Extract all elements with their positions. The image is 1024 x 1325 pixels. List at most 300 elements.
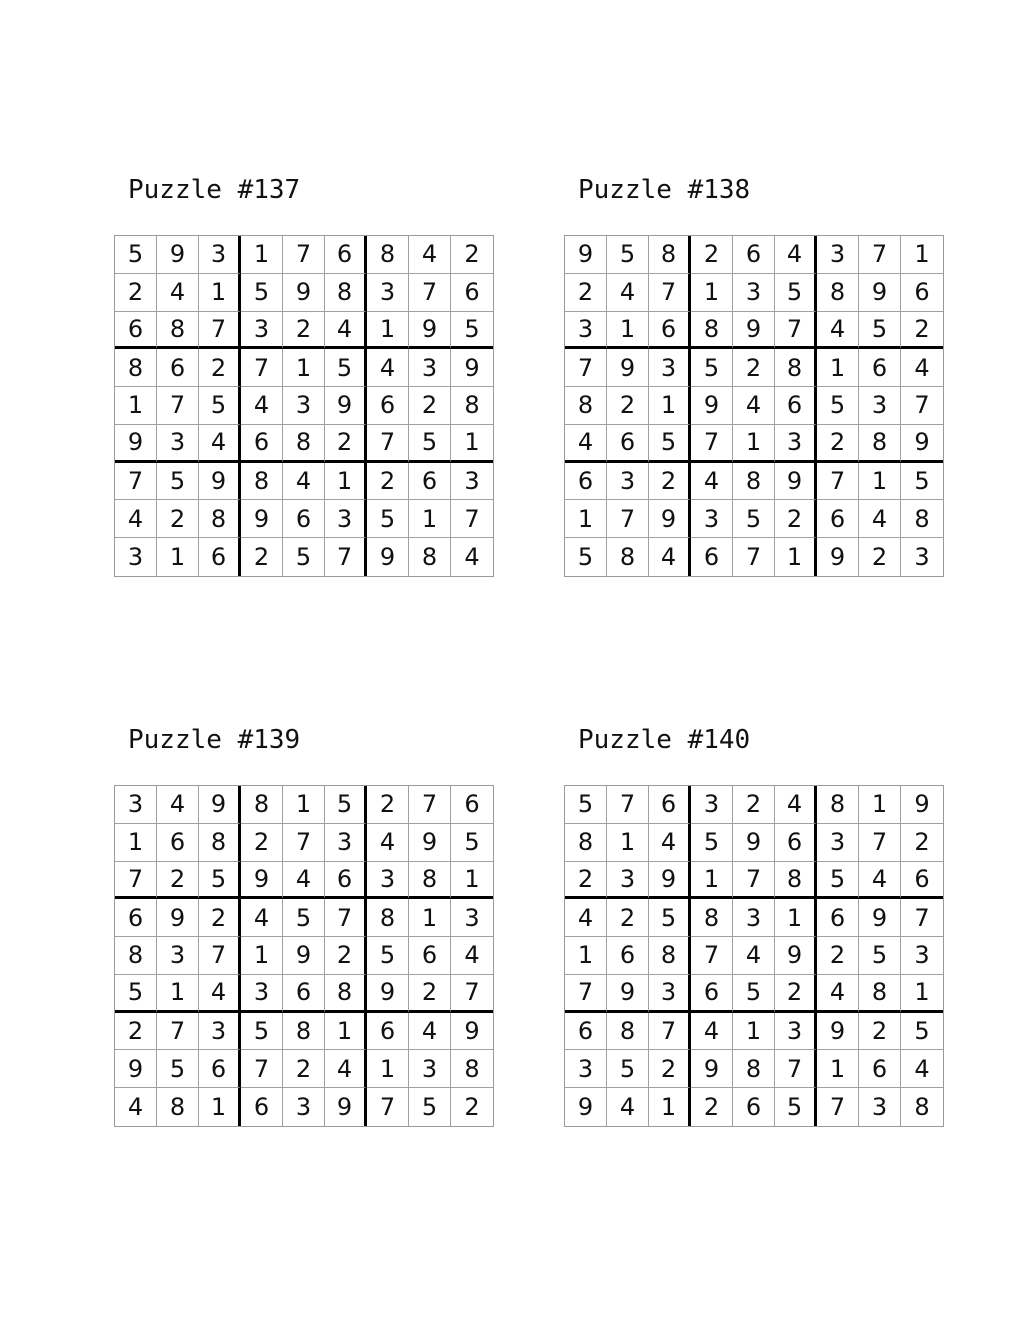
sudoku-cell: 4 (241, 387, 283, 425)
sudoku-cell: 1 (775, 538, 817, 576)
sudoku-cell: 3 (649, 349, 691, 387)
sudoku-cell: 3 (914, 543, 930, 572)
sudoku-cell: 7 (649, 274, 691, 312)
sudoku-cell: 1 (451, 425, 493, 463)
sudoku-cell: 4 (565, 425, 607, 463)
sudoku-cell: 3 (733, 899, 775, 937)
sudoku-cell: 6 (691, 538, 733, 576)
sudoku-cell: 8 (367, 899, 409, 937)
sudoku-cell: 2 (817, 425, 859, 463)
sudoku-cell: 4 (157, 786, 199, 824)
sudoku-cell: 3 (199, 1013, 241, 1051)
sudoku-cell: 4 (199, 975, 241, 1013)
sudoku-cell: 2 (817, 937, 859, 975)
sudoku-cell: 5 (607, 236, 649, 274)
sudoku-cell: 9 (733, 312, 775, 350)
sudoku-cell: 9 (241, 500, 283, 538)
sudoku-cell: 5 (157, 463, 199, 501)
sudoku-cell: 9 (157, 899, 199, 937)
sudoku-cell: 2 (409, 975, 451, 1013)
sudoku-cell: 8 (565, 824, 607, 862)
sudoku-cell: 7 (649, 1013, 691, 1051)
sudoku-cell: 4 (817, 975, 859, 1013)
sudoku-cell: 9 (283, 937, 325, 975)
sudoku-cell: 5 (367, 937, 409, 975)
sudoku-cell: 3 (859, 387, 901, 425)
sudoku-cell: 3 (157, 937, 199, 975)
sudoku-cell: 6 (733, 236, 775, 274)
sudoku-cell: 3 (199, 236, 241, 274)
sudoku-cell: 4 (775, 236, 817, 274)
sudoku-cell: 7 (367, 425, 409, 463)
sudoku-cell: 8 (914, 1093, 930, 1122)
sudoku-cell: 2 (367, 463, 409, 501)
sudoku-cell: 7 (199, 937, 241, 975)
sudoku-cell: 3 (607, 463, 649, 501)
sudoku-cell: 3 (325, 500, 367, 538)
sudoku-cell: 8 (451, 1050, 493, 1088)
sudoku-cell: 8 (607, 538, 649, 576)
sudoku-cell: 5 (325, 349, 367, 387)
sudoku-cell: 6 (157, 824, 199, 862)
sudoku-cell: 3 (607, 862, 649, 900)
sudoku-cell: 5 (241, 1013, 283, 1051)
sudoku-cell: 7 (283, 824, 325, 862)
sudoku-cell: 6 (409, 463, 451, 501)
sudoku-cell: 2 (367, 786, 409, 824)
sudoku-cell: 7 (859, 824, 901, 862)
sudoku-cell: 5 (199, 387, 241, 425)
sudoku-cell: 3 (241, 975, 283, 1013)
sudoku-cell: 3 (157, 425, 199, 463)
sudoku-cell: 4 (115, 1088, 157, 1126)
sudoku-cell: 7 (775, 1050, 817, 1088)
sudoku-cell: 5 (733, 500, 775, 538)
sudoku-cell: 2 (775, 975, 817, 1013)
sudoku-cell: 8 (733, 1050, 775, 1088)
sudoku-cell: 8 (199, 500, 241, 538)
sudoku-cell: 9 (241, 862, 283, 900)
sudoku-cell: 8 (241, 463, 283, 501)
puzzle-title: Puzzle #137 (128, 175, 301, 205)
sudoku-cell: 6 (367, 387, 409, 425)
sudoku-cell: 2 (691, 236, 733, 274)
sudoku-cell: 8 (199, 824, 241, 862)
sudoku-cell: 9 (733, 824, 775, 862)
sudoku-cell: 8 (817, 786, 859, 824)
sudoku-cell: 2 (241, 538, 283, 576)
sudoku-cell: 2 (199, 349, 241, 387)
sudoku-cell: 2 (859, 1013, 901, 1051)
sudoku-cell: 6 (649, 312, 691, 350)
sudoku-cell: 5 (325, 786, 367, 824)
sudoku-cell: 7 (859, 236, 901, 274)
sudoku-cell: 6 (565, 1013, 607, 1051)
sudoku-cell: 9 (691, 387, 733, 425)
sudoku-cell: 2 (565, 862, 607, 900)
sudoku-cell: 4 (901, 1050, 943, 1088)
sudoku-cell: 8 (649, 937, 691, 975)
sudoku-cell: 7 (451, 500, 493, 538)
sudoku-cell: 6 (283, 500, 325, 538)
sudoku-cell: 5 (565, 538, 607, 576)
sudoku-cell: 5 (649, 425, 691, 463)
sudoku-cell: 6 (901, 274, 943, 312)
sudoku-cell: 7 (901, 899, 943, 937)
sudoku-cell: 4 (283, 862, 325, 900)
sudoku-cell: 1 (157, 975, 199, 1013)
sudoku-cell: 3 (649, 975, 691, 1013)
sudoku-cell: 9 (451, 1013, 493, 1051)
sudoku-cell: 8 (451, 387, 493, 425)
sudoku-cell: 9 (409, 824, 451, 862)
sudoku-cell: 4 (325, 1050, 367, 1088)
sudoku-cell: 3 (451, 899, 493, 937)
sudoku-cell: 6 (325, 236, 367, 274)
sudoku-cell: 1 (283, 349, 325, 387)
sudoku-cell: 9 (283, 274, 325, 312)
sudoku-cell: 7 (325, 899, 367, 937)
sudoku-cell: 6 (607, 937, 649, 975)
sudoku-cell: 9 (409, 312, 451, 350)
sudoku-cell: 7 (901, 387, 943, 425)
sudoku-cell: 9 (649, 862, 691, 900)
sudoku-cell: 8 (325, 274, 367, 312)
sudoku-cell: 3 (565, 1050, 607, 1088)
sudoku-cell: 1 (607, 824, 649, 862)
sudoku-grid (114, 235, 494, 577)
sudoku-cell: 2 (565, 274, 607, 312)
sudoku-cell: 8 (409, 862, 451, 900)
sudoku-cell: 1 (733, 425, 775, 463)
sudoku-cell: 8 (691, 899, 733, 937)
sudoku-cell: 7 (691, 937, 733, 975)
sudoku-cell: 5 (859, 312, 901, 350)
sudoku-cell: 6 (115, 312, 157, 350)
sudoku-cell: 9 (901, 425, 943, 463)
sudoku-cell: 6 (283, 975, 325, 1013)
sudoku-cell: 4 (691, 463, 733, 501)
sudoku-cell: 6 (409, 937, 451, 975)
sudoku-cell: 2 (241, 824, 283, 862)
sudoku-cell: 3 (409, 1050, 451, 1088)
sudoku-cell: 3 (733, 274, 775, 312)
sudoku-cell: 7 (775, 312, 817, 350)
sudoku-cell: 1 (451, 862, 493, 900)
sudoku-cell: 6 (733, 1088, 775, 1126)
sudoku-cell: 8 (733, 463, 775, 501)
sudoku-cell: 7 (115, 862, 157, 900)
sudoku-cell: 3 (241, 312, 283, 350)
sudoku-cell: 3 (565, 312, 607, 350)
sudoku-cell: 2 (199, 899, 241, 937)
sudoku-cell: 9 (607, 975, 649, 1013)
sudoku-cell: 1 (733, 1013, 775, 1051)
sudoku-cell: 1 (367, 1050, 409, 1088)
sudoku-cell: 2 (649, 1050, 691, 1088)
sudoku-cell: 3 (859, 1088, 901, 1126)
sudoku-cell: 5 (367, 500, 409, 538)
sudoku-cell: 9 (607, 349, 649, 387)
sudoku-cell: 1 (367, 312, 409, 350)
sudoku-cell: 9 (859, 274, 901, 312)
sudoku-cell: 6 (649, 786, 691, 824)
sudoku-cell: 4 (733, 387, 775, 425)
sudoku-cell: 5 (775, 1088, 817, 1126)
sudoku-cell: 7 (409, 786, 451, 824)
sudoku-cell: 9 (115, 425, 157, 463)
sudoku-cell: 6 (565, 463, 607, 501)
sudoku-cell: 4 (367, 349, 409, 387)
sudoku-cell: 7 (817, 1088, 859, 1126)
sudoku-grid (564, 785, 944, 1127)
sudoku-cell: 1 (157, 538, 199, 576)
sudoku-cell: 9 (817, 538, 859, 576)
sudoku-cell: 8 (283, 1013, 325, 1051)
sudoku-cell: 8 (283, 425, 325, 463)
sudoku-cell: 5 (817, 387, 859, 425)
sudoku-cell: 4 (817, 312, 859, 350)
sudoku-cell: 4 (157, 274, 199, 312)
sudoku-cell: 4 (409, 1013, 451, 1051)
sudoku-cell: 1 (199, 274, 241, 312)
sudoku-cell: 5 (157, 1050, 199, 1088)
sudoku-cell: 8 (241, 786, 283, 824)
sudoku-cell: 1 (817, 1050, 859, 1088)
sudoku-cell: 5 (409, 425, 451, 463)
sudoku-cell: 5 (283, 538, 325, 576)
sudoku-cell: 1 (409, 899, 451, 937)
sudoku-cell: 5 (115, 975, 157, 1013)
sudoku-cell: 3 (367, 274, 409, 312)
sudoku-cell: 6 (817, 500, 859, 538)
sudoku-cell: 4 (241, 899, 283, 937)
sudoku-cell: 1 (859, 463, 901, 501)
sudoku-cell: 4 (901, 349, 943, 387)
sudoku-cell: 7 (241, 349, 283, 387)
sudoku-cell: 8 (607, 1013, 649, 1051)
sudoku-cell: 5 (451, 312, 493, 350)
sudoku-cell: 8 (115, 937, 157, 975)
sudoku-cell: 9 (901, 786, 943, 824)
puzzle-title: Puzzle #140 (578, 725, 751, 755)
sudoku-cell: 1 (409, 500, 451, 538)
sudoku-cell: 6 (901, 862, 943, 900)
sudoku-cell: 2 (901, 824, 943, 862)
sudoku-cell: 4 (775, 786, 817, 824)
sudoku-cell: 5 (199, 862, 241, 900)
sudoku-grid (114, 785, 494, 1127)
sudoku-cell: 3 (115, 538, 157, 576)
sudoku-cell: 3 (283, 1088, 325, 1126)
sudoku-cell: 4 (283, 463, 325, 501)
sudoku-cell: 4 (464, 543, 480, 572)
sudoku-cell: 7 (325, 538, 367, 576)
sudoku-cell: 6 (199, 538, 241, 576)
sudoku-cell: 6 (817, 899, 859, 937)
sudoku-cell: 5 (649, 899, 691, 937)
sudoku-cell: 1 (565, 937, 607, 975)
sudoku-cell: 1 (649, 1088, 691, 1126)
sudoku-cell: 2 (464, 1093, 480, 1122)
sudoku-cell: 1 (325, 1013, 367, 1051)
sudoku-cell: 5 (241, 274, 283, 312)
sudoku-cell: 2 (157, 500, 199, 538)
sudoku-cell: 8 (367, 236, 409, 274)
sudoku-cell: 1 (817, 349, 859, 387)
sudoku-cell: 7 (115, 463, 157, 501)
sudoku-cell: 4 (115, 500, 157, 538)
sudoku-cell: 9 (691, 1050, 733, 1088)
sudoku-cell: 6 (607, 425, 649, 463)
sudoku-cell: 4 (859, 500, 901, 538)
sudoku-cell: 2 (325, 937, 367, 975)
sudoku-cell: 9 (367, 538, 409, 576)
sudoku-cell: 5 (733, 975, 775, 1013)
sudoku-cell: 9 (157, 236, 199, 274)
sudoku-cell: 2 (775, 500, 817, 538)
sudoku-cell: 3 (775, 1013, 817, 1051)
sudoku-cell: 9 (859, 899, 901, 937)
sudoku-cell: 9 (565, 236, 607, 274)
sudoku-cell: 2 (325, 425, 367, 463)
sudoku-cell: 9 (775, 463, 817, 501)
sudoku-cell: 2 (607, 387, 649, 425)
sudoku-cell: 5 (115, 236, 157, 274)
sudoku-cell: 4 (199, 425, 241, 463)
sudoku-cell: 2 (283, 312, 325, 350)
sudoku-cell: 6 (775, 387, 817, 425)
sudoku-cell: 2 (733, 786, 775, 824)
sudoku-cell: 8 (901, 500, 943, 538)
sudoku-cell: 7 (817, 463, 859, 501)
sudoku-cell: 7 (565, 975, 607, 1013)
sudoku-cell: 9 (775, 937, 817, 975)
sudoku-cell: 6 (241, 425, 283, 463)
sudoku-cell: 1 (565, 500, 607, 538)
sudoku-cell: 7 (733, 538, 775, 576)
sudoku-cell: 7 (451, 975, 493, 1013)
sudoku-cell: 4 (451, 937, 493, 975)
sudoku-cell: 1 (649, 387, 691, 425)
sudoku-cell: 6 (859, 349, 901, 387)
sudoku-cell: 7 (607, 786, 649, 824)
sudoku-cell: 6 (775, 824, 817, 862)
sudoku-cell: 6 (157, 349, 199, 387)
sudoku-cell: 3 (691, 500, 733, 538)
sudoku-cell: 7 (241, 1050, 283, 1088)
sudoku-cell: 7 (283, 236, 325, 274)
sudoku-cell: 9 (649, 500, 691, 538)
sudoku-cell: 2 (283, 1050, 325, 1088)
sudoku-cell: 3 (451, 463, 493, 501)
sudoku-cell: 8 (859, 975, 901, 1013)
sudoku-cell: 8 (775, 349, 817, 387)
sudoku-cell: 3 (115, 786, 157, 824)
sudoku-cell: 3 (409, 349, 451, 387)
sudoku-cell: 6 (115, 899, 157, 937)
sudoku-cell: 8 (649, 236, 691, 274)
sudoku-cell: 7 (733, 862, 775, 900)
sudoku-cell: 2 (607, 899, 649, 937)
sudoku-cell: 2 (409, 387, 451, 425)
sudoku-cell: 2 (691, 1088, 733, 1126)
sudoku-cell: 2 (901, 312, 943, 350)
sudoku-cell: 5 (817, 862, 859, 900)
sudoku-cell: 9 (199, 786, 241, 824)
sudoku-cell: 9 (115, 1050, 157, 1088)
sudoku-cell: 8 (157, 1088, 199, 1126)
sudoku-cell: 6 (451, 274, 493, 312)
sudoku-cell: 8 (691, 312, 733, 350)
sudoku-cell: 5 (607, 1050, 649, 1088)
sudoku-cell: 2 (157, 862, 199, 900)
sudoku-cell: 9 (817, 1013, 859, 1051)
sudoku-cell: 6 (691, 975, 733, 1013)
sudoku-cell: 1 (775, 899, 817, 937)
sudoku-cell: 3 (367, 862, 409, 900)
sudoku-cell: 1 (325, 463, 367, 501)
sudoku-cell: 5 (565, 786, 607, 824)
sudoku-cell: 1 (241, 236, 283, 274)
sudoku-cell: 1 (199, 1088, 241, 1126)
sudoku-cell: 1 (607, 312, 649, 350)
sudoku-cell: 1 (283, 786, 325, 824)
sudoku-cell: 4 (649, 538, 691, 576)
sudoku-cell: 5 (283, 899, 325, 937)
sudoku-cell: 4 (565, 899, 607, 937)
sudoku-cell: 8 (325, 975, 367, 1013)
sudoku-cell: 2 (115, 274, 157, 312)
sudoku-cell: 7 (565, 349, 607, 387)
sudoku-cell: 1 (691, 274, 733, 312)
sudoku-cell: 3 (901, 937, 943, 975)
sudoku-cell: 2 (859, 538, 901, 576)
sudoku-cell: 5 (451, 824, 493, 862)
sudoku-cell: 9 (451, 349, 493, 387)
sudoku-cell: 5 (901, 1013, 943, 1051)
sudoku-cell: 1 (859, 786, 901, 824)
sudoku-cell: 6 (451, 786, 493, 824)
sudoku-cell: 9 (565, 1088, 607, 1126)
sudoku-cell: 7 (607, 500, 649, 538)
sudoku-cell: 3 (325, 824, 367, 862)
sudoku-cell: 7 (157, 1013, 199, 1051)
sudoku-cell: 2 (451, 236, 493, 274)
sudoku-cell: 7 (409, 274, 451, 312)
sudoku-cell: 9 (325, 387, 367, 425)
sudoku-grid (564, 235, 944, 577)
sudoku-cell: 1 (691, 862, 733, 900)
sudoku-cell: 9 (325, 1088, 367, 1126)
sudoku-cell: 8 (409, 538, 451, 576)
sudoku-cell: 8 (157, 312, 199, 350)
sudoku-cell: 1 (901, 975, 943, 1013)
sudoku-cell: 5 (859, 937, 901, 975)
sudoku-cell: 4 (607, 274, 649, 312)
sudoku-cell: 4 (859, 862, 901, 900)
sudoku-cell: 1 (115, 824, 157, 862)
sudoku-cell: 4 (325, 312, 367, 350)
sudoku-cell: 5 (409, 1088, 451, 1126)
sudoku-cell: 3 (283, 387, 325, 425)
sudoku-cell: 6 (199, 1050, 241, 1088)
puzzle-title: Puzzle #139 (128, 725, 301, 755)
sudoku-cell: 4 (649, 824, 691, 862)
sudoku-cell: 3 (691, 786, 733, 824)
sudoku-cell: 4 (733, 937, 775, 975)
sudoku-cell: 7 (199, 312, 241, 350)
